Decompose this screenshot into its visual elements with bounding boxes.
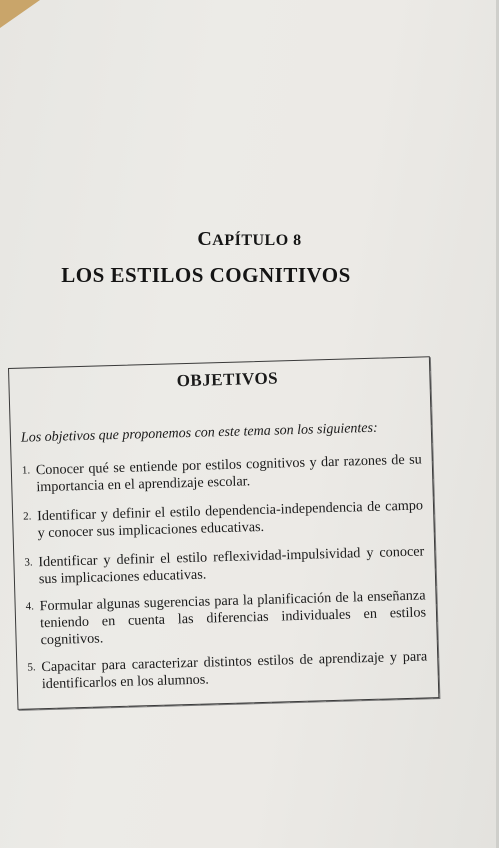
objectives-heading: OBJETIVOS (176, 368, 279, 391)
objective-number: 4. (25, 600, 35, 613)
chapter-number (0, 228, 499, 251)
objective-number: 5. (27, 661, 36, 674)
objective-number: 3. (24, 556, 33, 569)
objective-item (24, 543, 425, 588)
objective-item (27, 648, 428, 693)
objective-item (25, 587, 426, 649)
objectives-intro: Los objetivos que proponemos con este tema son los siguientes: (20, 420, 378, 446)
chapter-label-rest: APÍTULO 8 (212, 232, 302, 249)
objective-item (23, 497, 424, 542)
objective-number: 1. (21, 464, 31, 477)
objective-text: Formular algunas sugerencias para la planificación de la enseñanza teniendo en cuenta las diferencias individuales en estilos cognitivos. (39, 587, 427, 649)
objective-text: Conocer qué se entiende por estilos cognitivos y dar razones de su importancia en el aprendizaje escolar. (35, 451, 422, 496)
objective-text: Capacitar para caracterizar distintos estilos de aprendizaje y para identificarlos en los alumnos. (41, 648, 428, 693)
objective-item (22, 451, 423, 496)
page-corner (0, 0, 40, 28)
objective-text: Identificar y definir el estilo reflexividad-impulsividad y conocer sus implicaciones educativas. (38, 543, 425, 588)
objective-text: Identificar y definir el estilo dependencia-independencia de campo y conocer sus implicaciones educativas. (36, 497, 424, 542)
chapter-first-letter: C (197, 228, 213, 250)
objectives-box (8, 356, 439, 710)
objective-number: 2. (22, 510, 32, 523)
chapter-title: LOS ESTILOS COGNITIVOS (61, 263, 351, 287)
